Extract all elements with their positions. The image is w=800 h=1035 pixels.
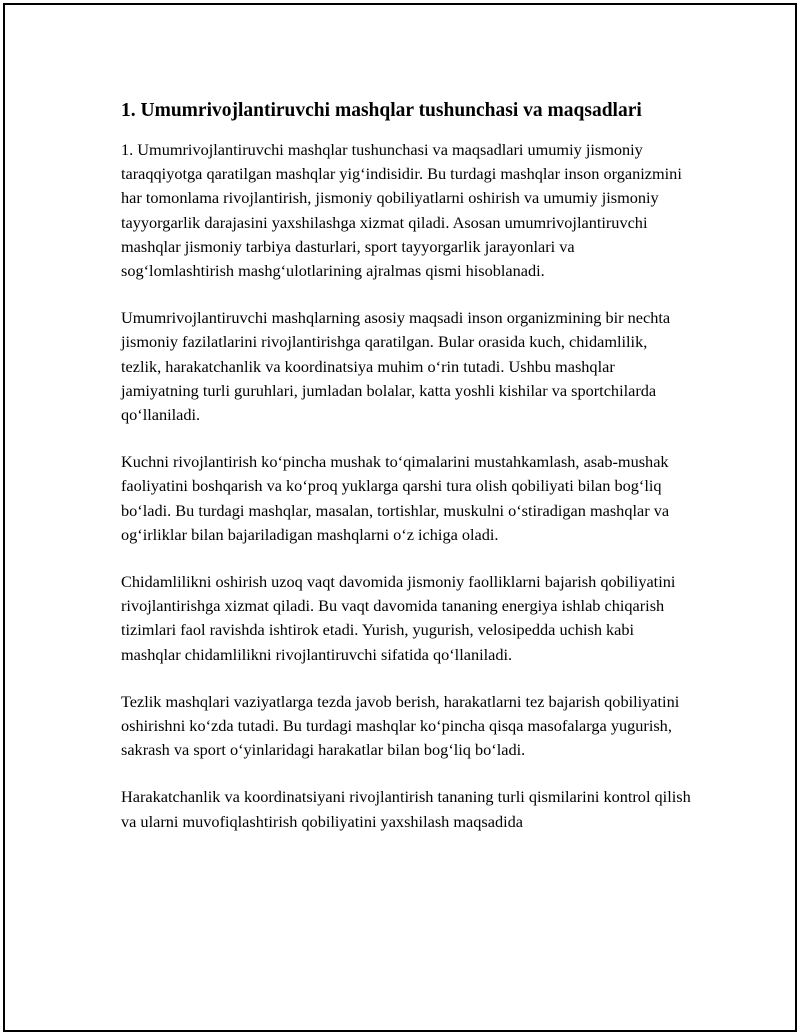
paragraph-5: Tezlik mashqlari vaziyatlarga tezda javob berish, harakatlarni tez bajarish qobiliyatini oshirishni ko‘zda tutadi. Bu turdagi mashqlar ko‘pincha qisqa masofalarga yugurish, sakrash va sport o‘yinlaridagi harakatlar bilan bog‘liq bo‘ladi.: [121, 691, 680, 760]
paragraph-4: Chidamlilikni oshirish uzoq vaqt davomida jismoniy faolliklarni bajarish qobiliyatini rivojlantirishga xizmat qiladi. Bu vaqt davomida tananing energiya ishlab chiqarish tizimlari faol ravishda ishtirok etadi. Yurish, yugurish, velosipedda uchish kabi mashqlar chidamlilikni rivojlantiruvchi sifatida qo‘llaniladi.: [121, 572, 676, 664]
document-heading: 1. Umumrivojlantiruvchi mashqlar tushunchasi va maqsadlari: [121, 100, 642, 121]
paragraph-1: 1. Umumrivojlantiruvchi mashqlar tushunchasi va maqsadlari umumiy jismoniy taraqqiyotga qaratilgan mashqlar yig‘indisidir. Bu turdagi mashqlar inson organizmini har tomonlama rivojlantirish, jismoniy qobiliyatlarni oshirish va umumiy jismoniy tayyorgarlik darajasini yaxshilashga xizmat qiladi. Asosan umumrivojlantiruvchi mashqlar jismoniy tarbiya dasturlari, sport tayyorgarlik jarayonlari va sog‘lomlashtirish mashg‘ulotlarining ajralmas qismi hisoblanadi.: [121, 140, 682, 281]
paragraph-2: Umumrivojlantiruvchi mashqlarning asosiy maqsadi inson organizmining bir nechta jismoniy fazilatlarini rivojlantirishga qaratilgan. Bular orasida kuch, chidamlilik, tezlik, harakatchanlik va koordinatsiya muhim o‘rin tutadi. Ushbu mashqlar jamiyatning turli guruhlari, jumladan bolalar, katta yoshli kishilar va sportchilarda qo‘llaniladi.: [121, 308, 671, 425]
paragraph-3: Kuchni rivojlantirish ko‘pincha mushak to‘qimalarini mustahkamlash, asab-mushak faoliyatini boshqarish va ko‘proq yuklarga qarshi tura olish qobiliyati bilan bog‘liq bo‘ladi. Bu turdagi mashqlar, masalan, tortishlar, muskulni o‘stiradigan mashqlar va og‘irliklar bilan bajariladigan mashqlarni o‘z ichiga oladi.: [121, 452, 670, 544]
page-frame: [3, 3, 797, 1032]
paragraph-6: Harakatchanlik va koordinatsiyani rivojlantirish tananing turli qismilarini kontrol qilish va ularni muvofiqlashtirish qobiliyatini yaxshilash maqsadida: [121, 787, 691, 831]
document-body: [121, 97, 691, 857]
